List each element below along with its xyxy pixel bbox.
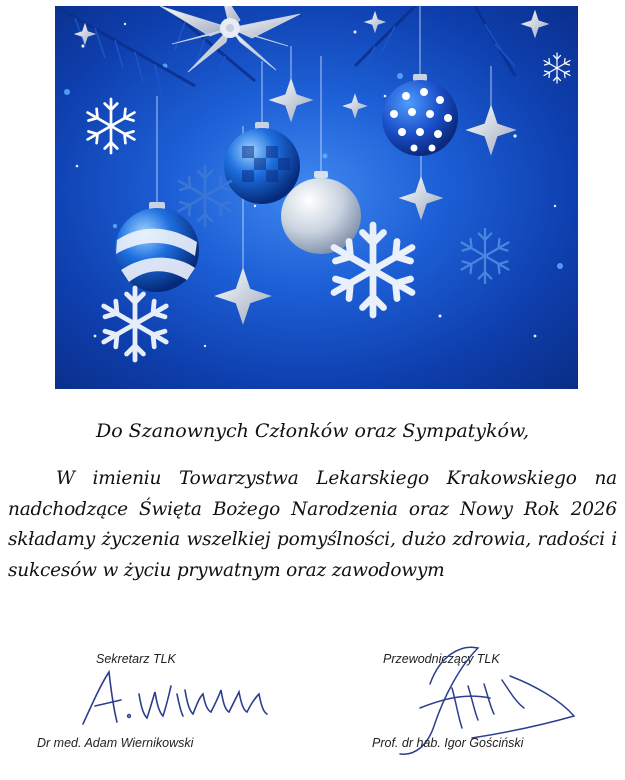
right-signature-name: Prof. dr hab. Igor Gościński: [372, 736, 524, 750]
letter-body: W imieniu Towarzystwa Lekarskiego Krakowskiego na nadchodzące Święta Bożego Narodzenia oraz Nowy Rok 2026 składamy życzenia wszelkiej pomyślności, dużo zdrowia, radości i sukcesów w życiu prywatnym oraz zawodowym: [8, 468, 617, 581]
right-signature-title: Przewodniczący TLK: [383, 652, 500, 666]
banner-illustration: [55, 6, 578, 389]
left-handwritten-signature: [75, 664, 295, 734]
left-signature-title: Sekretarz TLK: [96, 652, 176, 666]
christmas-banner: [55, 6, 578, 389]
left-signature-name: Dr med. Adam Wiernikowski: [37, 736, 194, 750]
letter-greeting: Do Szanownych Członków oraz Sympatyków,: [95, 420, 530, 442]
